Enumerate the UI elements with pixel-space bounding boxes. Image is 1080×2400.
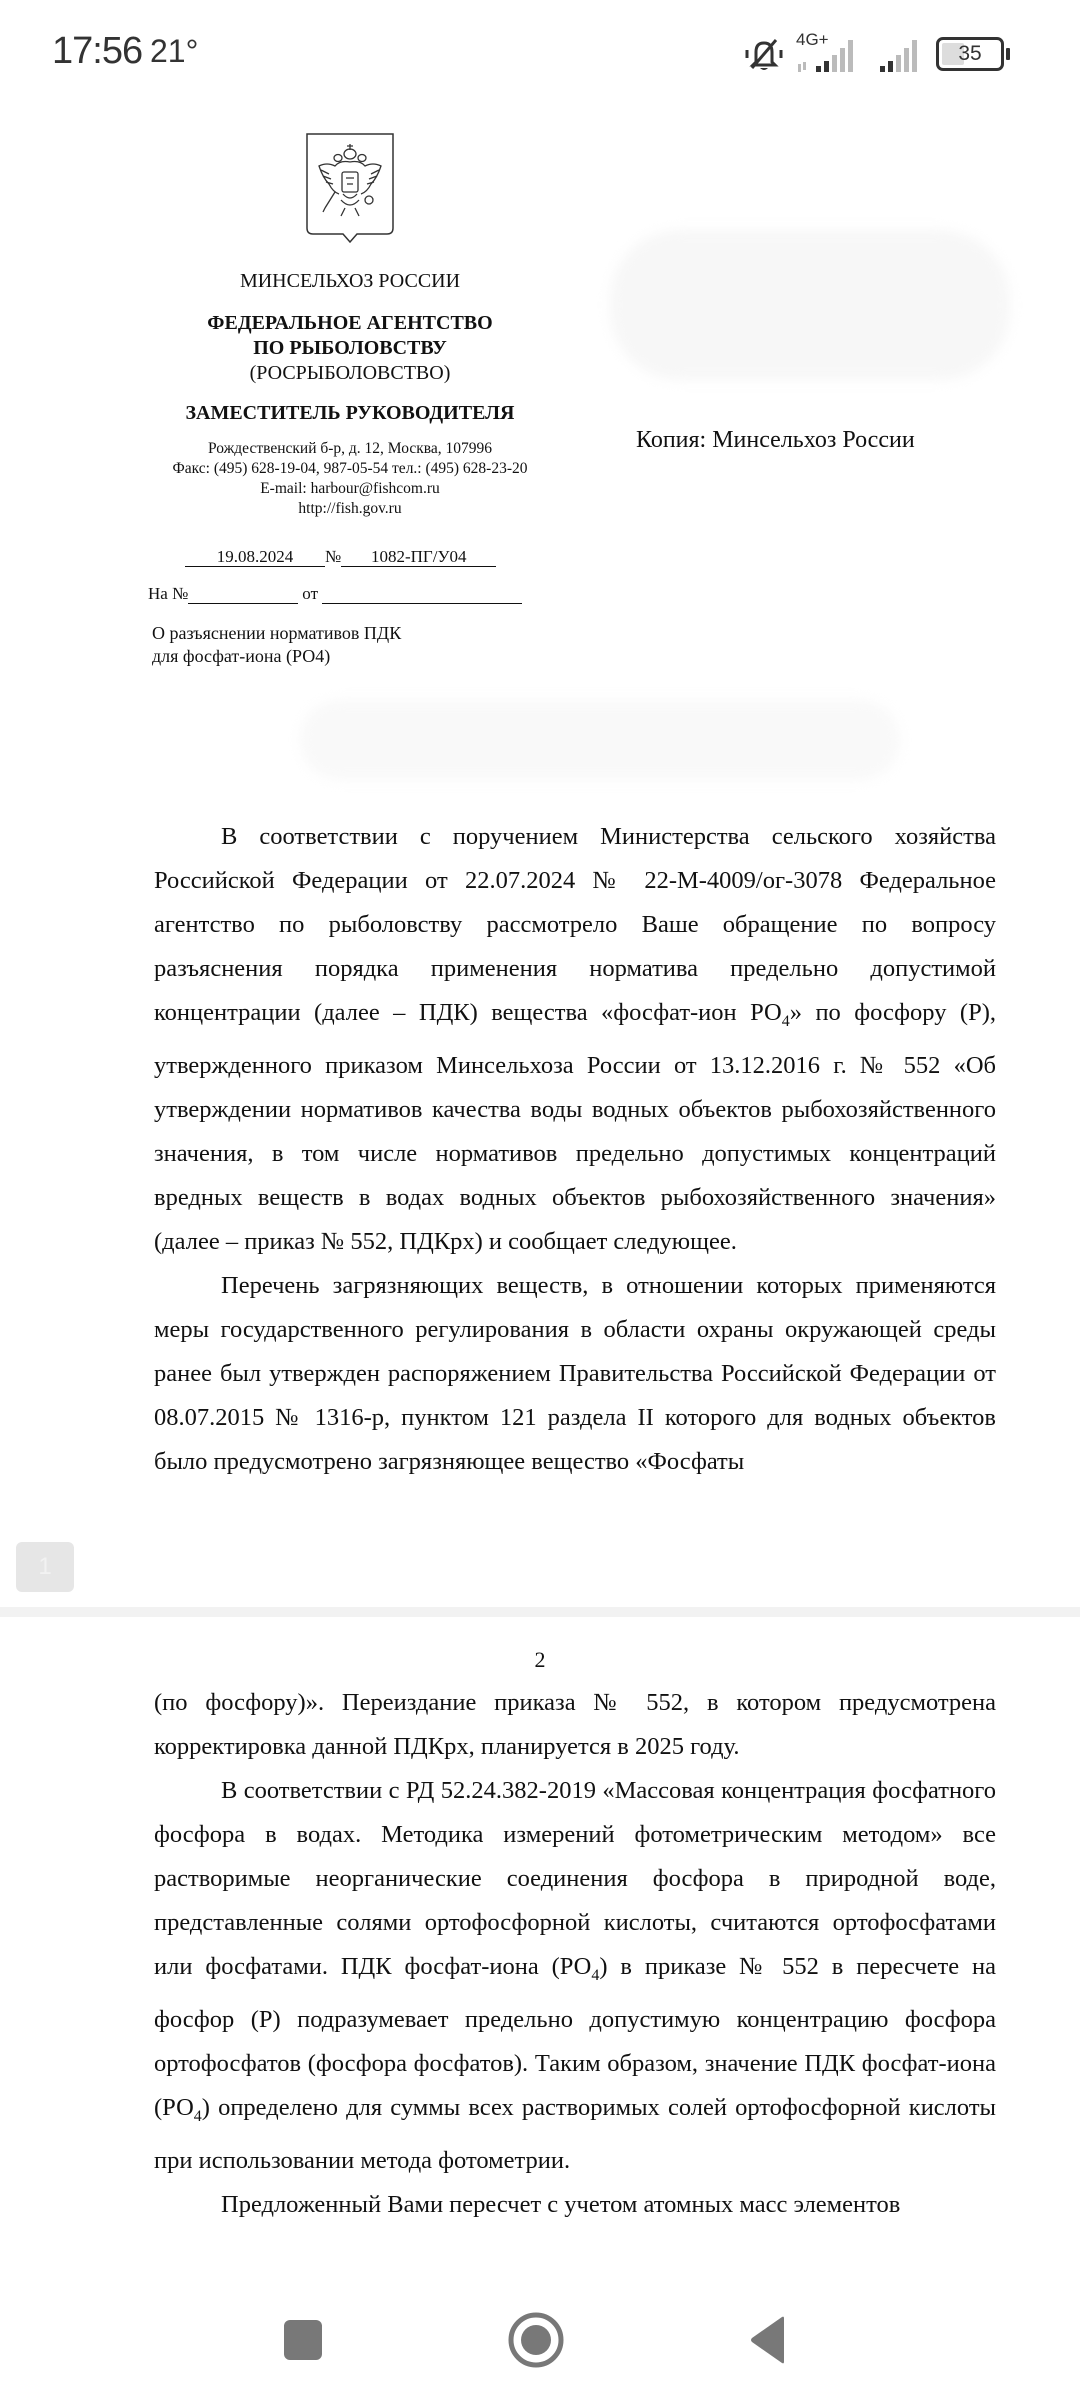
recents-button[interactable]: [263, 2305, 343, 2375]
number-sign: №: [325, 547, 342, 566]
status-bar: [0, 0, 1080, 110]
battery-level: 35: [958, 42, 982, 65]
paragraph: В соответствии с поручением Министерства сельского хозяйства Российской Федерации от 22.07.2024 № 22-М-4009/ог-3078 Федеральное агентство по рыболовству рассмотрело Ваше обращение по вопросу разъяснения порядка применения норматива предельно допустимой концентрации (далее – ПДК) вещества «фосфат-ион $РО_4$» по фосфору (Р), утвержденного приказом Минсельхоза России от 13.12.2016 г. № 552 «Об утверждении нормативов качества воды водных объектов рыбохозяйственного значения, в том числе нормативов предельно допустимых концентраций вредных веществ в водах водных объектов рыбохозяйственного значения» (далее – приказ № 552, ПДКрх) и сообщает следующее.: [154, 823, 996, 1255]
paragraph: В соответствии с РД 52.24.382-2019 «Массовая концентрация фосфатного фосфора в водах. Методика измерений фотометрическим методом» все растворимые неорганические соединения фосфора в природной воде, представленные солями ортофосфорной кислоты, считаются ортофосфатами или фосфатами. ПДК фосфат-иона $(РО_4)$ в приказе № 552 в пересчете на фосфор (Р) подразумевает предельно допустимую концентрацию фосфора ортофосфатов (фосфора фосфатов). Таким образом, значение ПДК фосфат-иона $(РО_4)$ определено для суммы всех растворимых солей ортофосфорной кислоты при использовании метода фотометрии.: [154, 1777, 996, 2174]
network-type: 4G+: [796, 30, 829, 49]
triangle-back-icon: [748, 2316, 788, 2364]
document-page-1: [0, 110, 1080, 1610]
registration-line: [185, 547, 496, 567]
document-number: 1082-ПГ/У04: [341, 548, 496, 567]
coat-of-arms-icon: [305, 132, 395, 244]
page-indicator[interactable]: 1: [16, 1542, 74, 1592]
redacted-area: [300, 700, 900, 780]
back-button[interactable]: [728, 2305, 808, 2375]
paragraph: Предложенный Вами пересчет с учетом атомных масс элементов: [221, 2190, 901, 2218]
circle-home-icon: [508, 2312, 564, 2368]
copy-recipient: Копия: Минсельхоз России: [636, 427, 915, 453]
email: E-mail: harbour@fishcom.ru: [260, 480, 440, 497]
reply-number-blank: [188, 585, 298, 604]
letter-body-page2: [154, 1681, 996, 2227]
subject-line2: для фосфат-иона (РО4): [152, 646, 331, 666]
address: Рождественский б-р, д. 12, Москва, 107996: [207, 440, 492, 457]
paragraph: (по фосфору)». Переиздание приказа № 552, в котором предусмотрена корректировка данной ПДКрх, планируется в 2025 году.: [154, 1689, 996, 1760]
ministry-name: МИНСЕЛЬХОЗ РОССИИ: [239, 270, 461, 292]
agency-short-name: (РОСРЫБОЛОВСТВО): [249, 362, 451, 384]
paragraph: Перечень загрязняющих веществ, в отношении которых применяются меры государственного регулирования в области охраны окружающей среды ранее был утвержден распоряжением Правительства Российской Федерации от 08.07.2015 № 1316-р, пунктом 121 раздела II которого для водных объектов было предусмотрено загрязняющее вещество «Фосфаты: [154, 1271, 996, 1475]
page-separator: [0, 1607, 1080, 1617]
document-date: 19.08.2024: [185, 548, 325, 567]
clock: 17:56: [52, 30, 143, 72]
page-number: 2: [534, 1647, 546, 1672]
square-recents-icon: [283, 2320, 323, 2360]
agency-name: [150, 311, 550, 361]
signatory-position: ЗАМЕСТИТЕЛЬ РУКОВОДИТЕЛЯ: [185, 402, 515, 424]
reply-reference-line: [148, 584, 522, 604]
reply-date-blank: [322, 585, 522, 604]
home-button[interactable]: [496, 2305, 576, 2375]
letterhead: [150, 110, 550, 519]
document-page-2: [0, 1617, 1080, 2277]
agency-name-line2: ПО РЫБОЛОВСТВУ: [253, 337, 447, 359]
redacted-addressee: [610, 230, 1010, 380]
subject-line1: О разъяснении нормативов ПДК: [152, 623, 402, 643]
vibrate-off-bell-icon: [742, 32, 786, 76]
reply-from-label: от: [302, 584, 319, 603]
reply-number-label: На №: [148, 584, 189, 603]
contact-block: [150, 439, 550, 519]
signal-sim1-icon: [796, 32, 866, 76]
agency-name-line1: ФЕДЕРАЛЬНОЕ АГЕНТСТВО: [207, 312, 493, 334]
letter-body-page1: [154, 815, 996, 1484]
letter-subject: [152, 622, 401, 668]
phones: Факс: (495) 628-19-04, 987-05-54 тел.: (495) 628-23-20: [172, 460, 528, 477]
signal-sim2-icon: [876, 32, 926, 76]
website: http://fish.gov.ru: [298, 500, 402, 517]
battery-tip: [1006, 48, 1010, 60]
navigation-bar: [0, 2280, 1080, 2400]
status-icons: [742, 32, 1010, 76]
battery-icon: [936, 37, 1004, 71]
temperature: 21°: [150, 33, 199, 69]
